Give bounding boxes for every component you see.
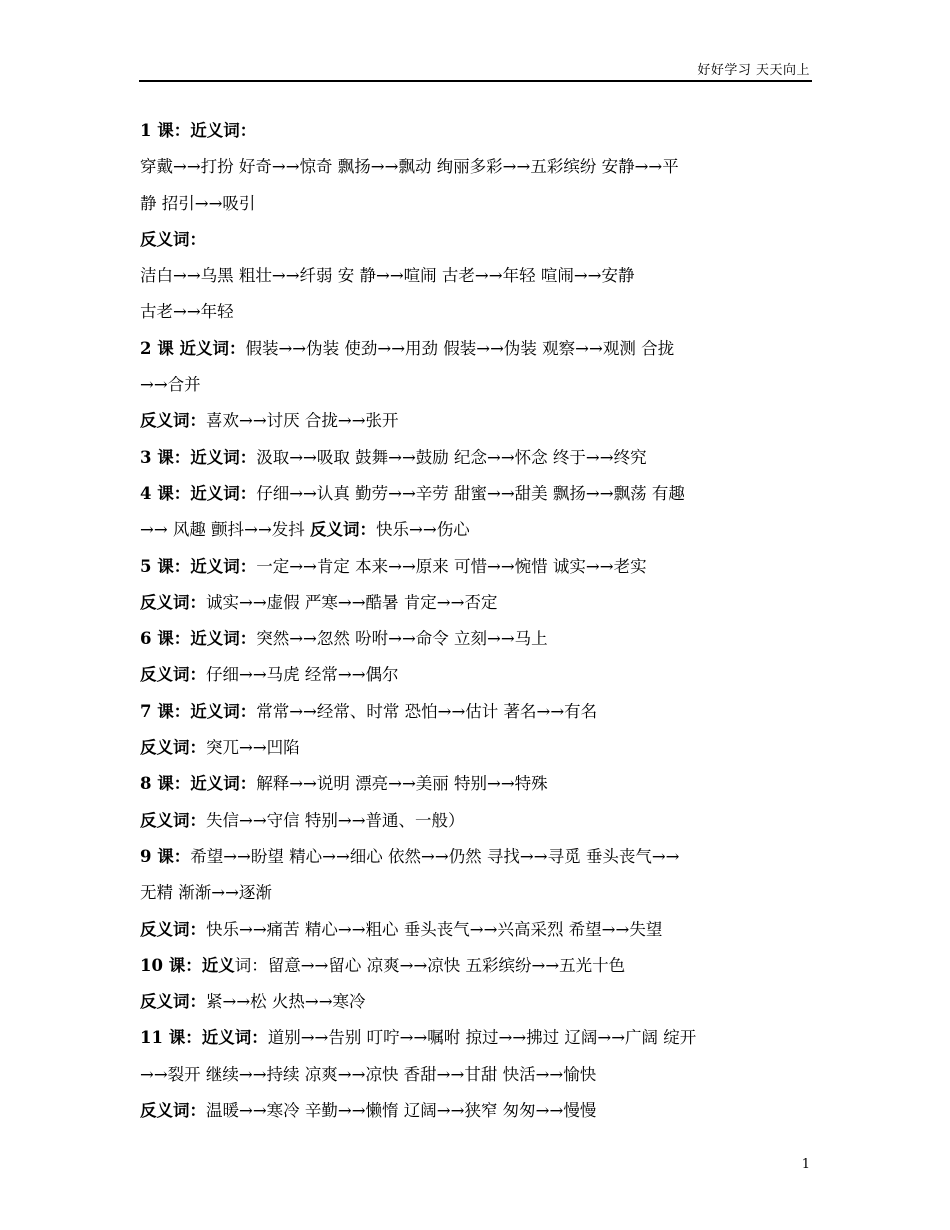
section-label: 11 课：近义词：: [140, 1028, 268, 1048]
page-number: 1: [801, 1157, 810, 1172]
text-line: [140, 585, 812, 621]
text-line: [140, 512, 812, 548]
text-line: [140, 549, 812, 585]
text-line: [140, 984, 812, 1020]
text-line: [140, 186, 812, 222]
word-pairs: 仔细→→马虎 经常→→偶尔: [206, 665, 399, 685]
section-label: 反义词：: [140, 229, 206, 249]
word-pairs: 静 招引→→吸引: [140, 193, 256, 213]
text-line: [140, 1057, 812, 1093]
word-pairs: 穿戴→→打扮 好奇→→惊奇 飘扬→→飘动 绚丽多彩→→五彩缤纷 安静→→平: [140, 157, 679, 177]
page-header: 好好学习 天天向上: [697, 63, 810, 78]
word-pairs: 道别→→告别 叮咛→→嘱咐 掠过→→拂过 辽阔→→广阔 绽开: [267, 1028, 697, 1048]
section-label: 反义词：: [140, 665, 206, 685]
text-line: [140, 730, 812, 766]
text-line: [140, 1093, 812, 1129]
text-line: [140, 948, 812, 984]
text-line: [140, 113, 812, 149]
word-pairs: 无精 渐渐→→逐渐: [140, 883, 272, 903]
section-label: 反义词：: [140, 919, 206, 939]
word-pairs: 诚实→→虚假 严寒→→酷暑 肯定→→否定: [206, 592, 498, 612]
word-pairs: 假装→→伪装 使劲→→用劲 假装→→伪装 观察→→观测 合拢: [245, 338, 675, 358]
text-line: [140, 403, 812, 439]
word-pairs: 喜欢→→讨厌 合拢→→张开: [206, 411, 399, 431]
text-line: [140, 839, 812, 875]
text-line: [140, 875, 812, 911]
word-pairs: →→ 风趣 颤抖→→发抖: [140, 520, 311, 540]
section-label: 2 课 近义词：: [140, 338, 246, 358]
word-pairs: 解释→→说明 漂亮→→美丽 特别→→特殊: [256, 774, 548, 794]
section-label: 反义词：: [140, 411, 206, 431]
section-label: 反义词：: [140, 1101, 206, 1121]
text-line: [140, 367, 812, 403]
word-pairs: 快乐→→痛苦 精心→→粗心 垂头丧气→→兴高采烈 希望→→失望: [206, 919, 663, 939]
text-line: [140, 1020, 812, 1056]
word-pairs: 希望→→盼望 精心→→细心 依然→→仍然 寻找→→寻觅 垂头丧气→→: [190, 846, 680, 866]
text-line: [140, 222, 812, 258]
text-line: [140, 440, 812, 476]
section-label: 9 课：: [140, 846, 191, 866]
section-label: 反义词：: [140, 592, 206, 612]
section-label: 1 课：近义词：: [140, 121, 257, 140]
text-line: [140, 912, 812, 948]
word-pairs: 快乐→→伤心: [376, 520, 470, 540]
text-line: [140, 476, 812, 512]
section-label: 8 课：近义词：: [140, 774, 257, 794]
word-pairs: 突兀→→凹陷: [206, 738, 300, 758]
text-line: [140, 621, 812, 657]
word-pairs: 温暖→→寒冷 辛勤→→懒惰 辽阔→→狭窄 匆匆→→慢慢: [206, 1101, 597, 1121]
section-label: 7 课：近义词：: [140, 701, 257, 721]
word-pairs: 汲取→→吸取 鼓舞→→鼓励 纪念→→怀念 终于→→终究: [256, 447, 647, 467]
word-pairs: 词：留意→→留心 凉爽→→凉快 五彩缤纷→→五光十色: [234, 955, 626, 975]
section-label: 6 课：近义词：: [140, 629, 257, 649]
word-pairs: 洁白→→乌黑 粗壮→→纤弱 安 静→→喧闹 古老→→年轻 喧闹→→安静: [140, 266, 635, 286]
section-label: 4 课：近义词：: [140, 483, 257, 503]
document-body: [140, 113, 812, 1129]
section-label: 10 课：近义: [140, 955, 235, 975]
text-line: [140, 766, 812, 802]
word-pairs: 常常→→经常、时常 恐怕→→估计 著名→→有名: [256, 701, 598, 721]
text-line: [140, 694, 812, 730]
section-label: 3 课：近义词：: [140, 447, 257, 467]
word-pairs: →→裂开 继续→→持续 凉爽→→凉快 香甜→→甘甜 快活→→愉快: [140, 1064, 597, 1084]
text-line: [140, 294, 812, 330]
text-line: [140, 657, 812, 693]
word-pairs: 突然→→忽然 吩咐→→命令 立刻→→马上: [256, 629, 548, 649]
word-pairs: 紧→→松 火热→→寒冷: [206, 992, 366, 1012]
section-label: 反义词：: [140, 738, 206, 758]
text-line: [140, 149, 812, 185]
word-pairs: 失信→→守信 特别→→普通、一般）: [206, 810, 465, 830]
header-divider: [139, 80, 812, 82]
word-pairs: 仔细→→认真 勤劳→→辛劳 甜蜜→→甜美 飘扬→→飘荡 有趣: [256, 483, 685, 503]
text-line: [140, 803, 812, 839]
word-pairs: 古老→→年轻: [140, 302, 234, 322]
text-line: [140, 331, 812, 367]
section-label: 反义词：: [310, 520, 377, 540]
word-pairs: 一定→→肯定 本来→→原来 可惜→→惋惜 诚实→→老实: [256, 556, 647, 576]
section-label: 5 课：近义词：: [140, 556, 257, 576]
section-label: 反义词：: [140, 992, 206, 1012]
section-label: 反义词：: [140, 810, 206, 830]
text-line: [140, 258, 812, 294]
word-pairs: →→合并: [140, 375, 201, 395]
